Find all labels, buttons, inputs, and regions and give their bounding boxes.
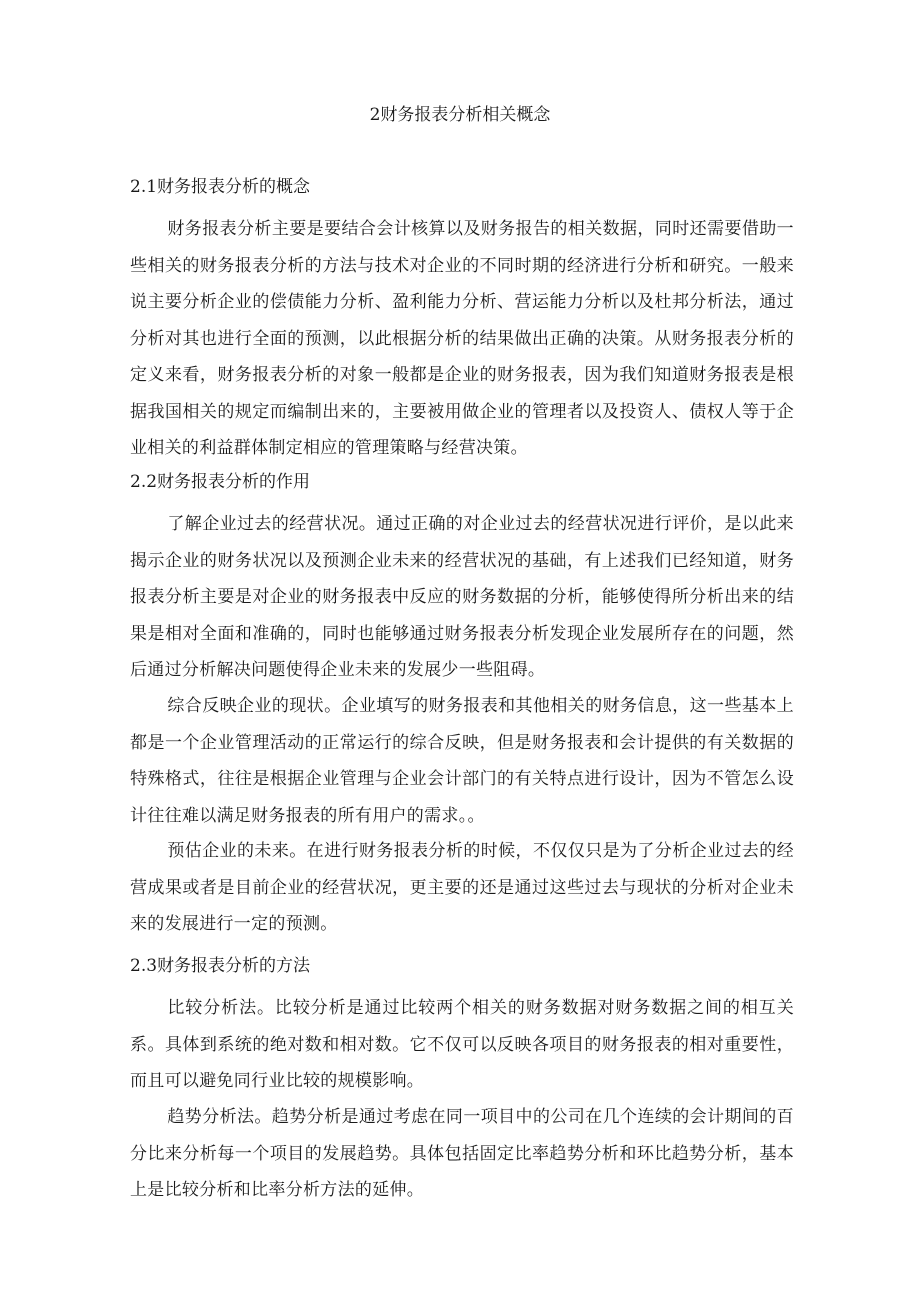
- paragraph: 比较分析法。比较分析是通过比较两个相关的财务数据对财务数据之间的相互关系。具体到系统的绝对数和相对数。它不仅可以反映各项目的财务报表的相对重要性，而且可以避免同行业比较的规模影响。: [130, 998, 794, 1091]
- paragraph: 了解企业过去的经营状况。通过正确的对企业过去的经营状况进行评价，是以此来揭示企业的财务状况以及预测企业未来的经营状况的基础，有上述我们已经知道，财务报表分析主要是对企业的财务报表中反应的财务数据的分析，能够使得所分析出来的结果是相对全面和准确的，同时也能够通过财务报表分析发现企业发展所存在的问题，然后通过分析解决问题使得企业未来的发展少一些阻碍。: [130, 514, 794, 680]
- section-heading-2-3: 2.3财务报表分析的方法: [130, 956, 311, 976]
- paragraph: 预估企业的未来。在进行财务报表分析的时候，不仅仅只是为了分析企业过去的经营成果或者是目前企业的经营状况，更主要的还是通过这些过去与现状的分析对企业未来的发展进行一定的预测。: [130, 841, 794, 934]
- page-title: 2财务报表分析相关概念: [369, 105, 551, 125]
- paragraph: 综合反映企业的现状。企业填写的财务报表和其他相关的财务信息，这一些基本上都是一个企业管理活动的正常运行的综合反映，但是财务报表和会计提供的有关数据的特殊格式，往往是根据企业管理与企业会计部门的有关特点进行设计，因为不管怎么设计往往难以满足财务报表的所有用户的需求。。: [130, 696, 794, 826]
- paragraph: 财务报表分析主要是要结合会计核算以及财务报告的相关数据，同时还需要借助一些相关的财务报表分析的方法与技术对企业的不同时期的经济进行分析和研究。一般来说主要分析企业的偿债能力分析、盈利能力分析、营运能力分析以及杜邦分析法，通过分析对其也进行全面的预测，以此根据分析的结果做出正确的决策。从财务报表分析的定义来看，财务报表分析的对象一般都是企业的财务报表，因为我们知道财务报表是根据我国相关的规定而编制出来的，主要被用做企业的管理者以及投资人、债权人等于企业相关的利益群体制定相应的管理策略与经营决策。: [130, 219, 794, 458]
- paragraph: 趋势分析法。趋势分析是通过考虑在同一项目中的公司在几个连续的会计期间的百分比来分析每一个项目的发展趋势。具体包括固定比率趋势分析和环比趋势分析，基本上是比较分析和比率分析方法的延伸。: [130, 1107, 794, 1200]
- section-heading-2-1: 2.1财务报表分析的概念: [130, 177, 311, 197]
- section-heading-2-2: 2.2财务报表分析的作用: [130, 472, 311, 492]
